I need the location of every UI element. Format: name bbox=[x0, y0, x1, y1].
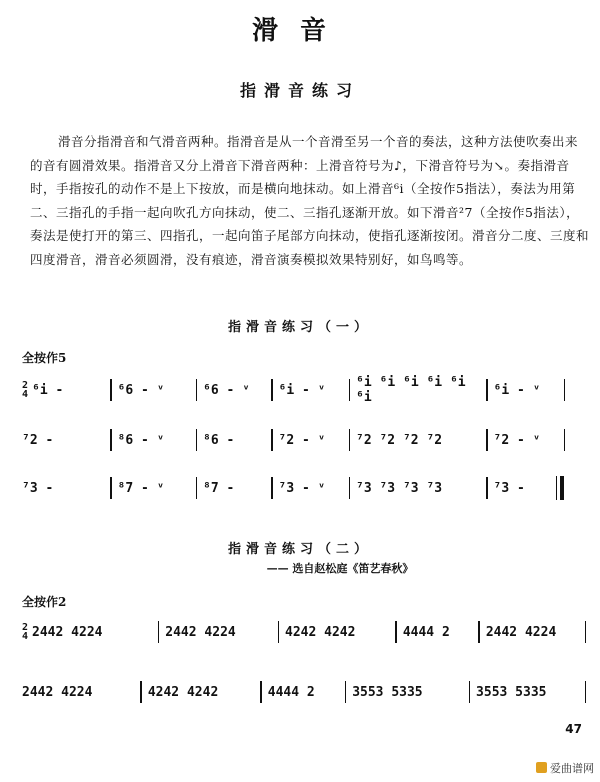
barline bbox=[486, 477, 488, 499]
barline bbox=[486, 429, 488, 451]
barline bbox=[271, 477, 273, 499]
barline bbox=[196, 429, 198, 451]
barline bbox=[585, 621, 586, 643]
barline bbox=[349, 429, 351, 451]
section-title: 指滑音练习 bbox=[239, 81, 360, 100]
barline bbox=[110, 429, 112, 451]
barline bbox=[585, 681, 586, 703]
barline bbox=[345, 681, 346, 703]
barline bbox=[478, 621, 479, 643]
measure: 4444 2 bbox=[402, 624, 450, 640]
measure: ⁶i - ᵛ bbox=[278, 382, 326, 398]
barline bbox=[271, 429, 273, 451]
barline bbox=[110, 477, 112, 499]
measure: ⁸6 - ᵛ bbox=[117, 432, 165, 448]
measure: 3553 5335 bbox=[476, 684, 547, 700]
measure: ⁷2 - bbox=[22, 432, 54, 448]
measure: ⁸7 - bbox=[203, 480, 235, 496]
measure: 2442 4224 bbox=[22, 684, 93, 700]
barline bbox=[349, 379, 351, 401]
exercise-2-title: 指滑音练习（二） bbox=[227, 542, 372, 557]
measure: 2442 4224 bbox=[32, 624, 103, 640]
exercise-1-fingering: 全按作5 bbox=[22, 351, 67, 365]
measure: 2442 4224 bbox=[165, 624, 236, 640]
measure: 4242 4242 bbox=[285, 624, 356, 640]
barline bbox=[271, 379, 273, 401]
measure: ⁷2 - ᵛ bbox=[278, 432, 326, 448]
measure: ⁶6 - ᵛ bbox=[203, 382, 250, 398]
exercise-1-row-3 bbox=[22, 468, 592, 508]
measure: ⁷3 - bbox=[22, 480, 54, 496]
barline bbox=[486, 379, 488, 401]
measure: ⁸7 - ᵛ bbox=[117, 480, 165, 496]
exercise-1-row-1 bbox=[22, 370, 592, 410]
measure: ⁶6 - ᵛ bbox=[117, 382, 165, 398]
measure: ⁶i - bbox=[32, 382, 64, 398]
measure: ⁷3 ⁷3 ⁷3 ⁷3 bbox=[356, 480, 443, 496]
watermark: 爱曲谱网 bbox=[536, 760, 594, 776]
measure: ⁷3 - ᵛ bbox=[278, 480, 326, 496]
barline bbox=[158, 621, 159, 643]
exercise-2-row-2 bbox=[22, 672, 592, 712]
time-signature: 2 4 bbox=[22, 622, 29, 642]
barline bbox=[349, 477, 351, 499]
barline bbox=[140, 681, 141, 703]
barline bbox=[110, 379, 112, 401]
measure: 2442 4224 bbox=[485, 624, 557, 640]
page-number: 47 bbox=[565, 722, 582, 736]
measure: ⁶i - ᵛ bbox=[493, 382, 541, 398]
exercise-2-row-1 bbox=[22, 612, 592, 652]
exercise-2-fingering: 全按作2 bbox=[22, 595, 67, 609]
exercise-2-source: —— 选自赵松庭《笛艺春秋》 bbox=[266, 562, 414, 575]
measure: 4242 4242 bbox=[147, 684, 219, 700]
measure: 4444 2 bbox=[267, 684, 315, 700]
measure: 3553 5335 bbox=[352, 684, 423, 700]
measure: ⁸6 - bbox=[203, 432, 235, 448]
exercise-1-row-2 bbox=[22, 420, 592, 460]
intro-paragraph: 滑音分指滑音和气滑音两种。指滑音是从一个音滑至另一个音的奏法，这种方法使吹奏出来的音有圆滑效果。指滑音又分上滑音下滑音两种：上滑音符号为♪，下滑音符号为↘。奏指滑音时，手指按孔的动作不是上下按放，而是横向地抹动。如上滑音⁶i（全按作5指法），奏法为用第二、三指孔的手指一起向吹孔方向抹动，使二、三指孔逐渐开放。如下滑音²7（全按作5指法），奏法是使打开的第三、四指孔，一起向笛子尾部方向抹动，使指孔逐渐按闭。滑音分二度、三度和四度滑音，滑音必须圆滑，没有痕迹，滑音演奏模拟效果特别好，如鸟鸣等。 bbox=[30, 134, 590, 267]
barline bbox=[260, 681, 261, 703]
barline bbox=[395, 621, 396, 643]
measure: ⁷2 - ᵛ bbox=[493, 432, 541, 448]
barline bbox=[564, 379, 566, 401]
page-title: 滑音 bbox=[251, 16, 348, 46]
barline bbox=[278, 621, 279, 643]
measure: ⁶i ⁶i ⁶i ⁶i ⁶i ⁶i bbox=[356, 375, 466, 405]
measure: ⁷3 - bbox=[493, 480, 525, 496]
final-barline bbox=[556, 476, 565, 500]
exercise-1-title: 指滑音练习（一） bbox=[227, 320, 372, 335]
barline bbox=[196, 477, 198, 499]
barline bbox=[469, 681, 470, 703]
barline bbox=[196, 379, 198, 401]
barline bbox=[564, 429, 566, 451]
measure: ⁷2 ⁷2 ⁷2 ⁷2 bbox=[356, 432, 443, 448]
time-signature: 2 4 bbox=[22, 380, 29, 400]
watermark-logo-icon bbox=[536, 762, 547, 773]
